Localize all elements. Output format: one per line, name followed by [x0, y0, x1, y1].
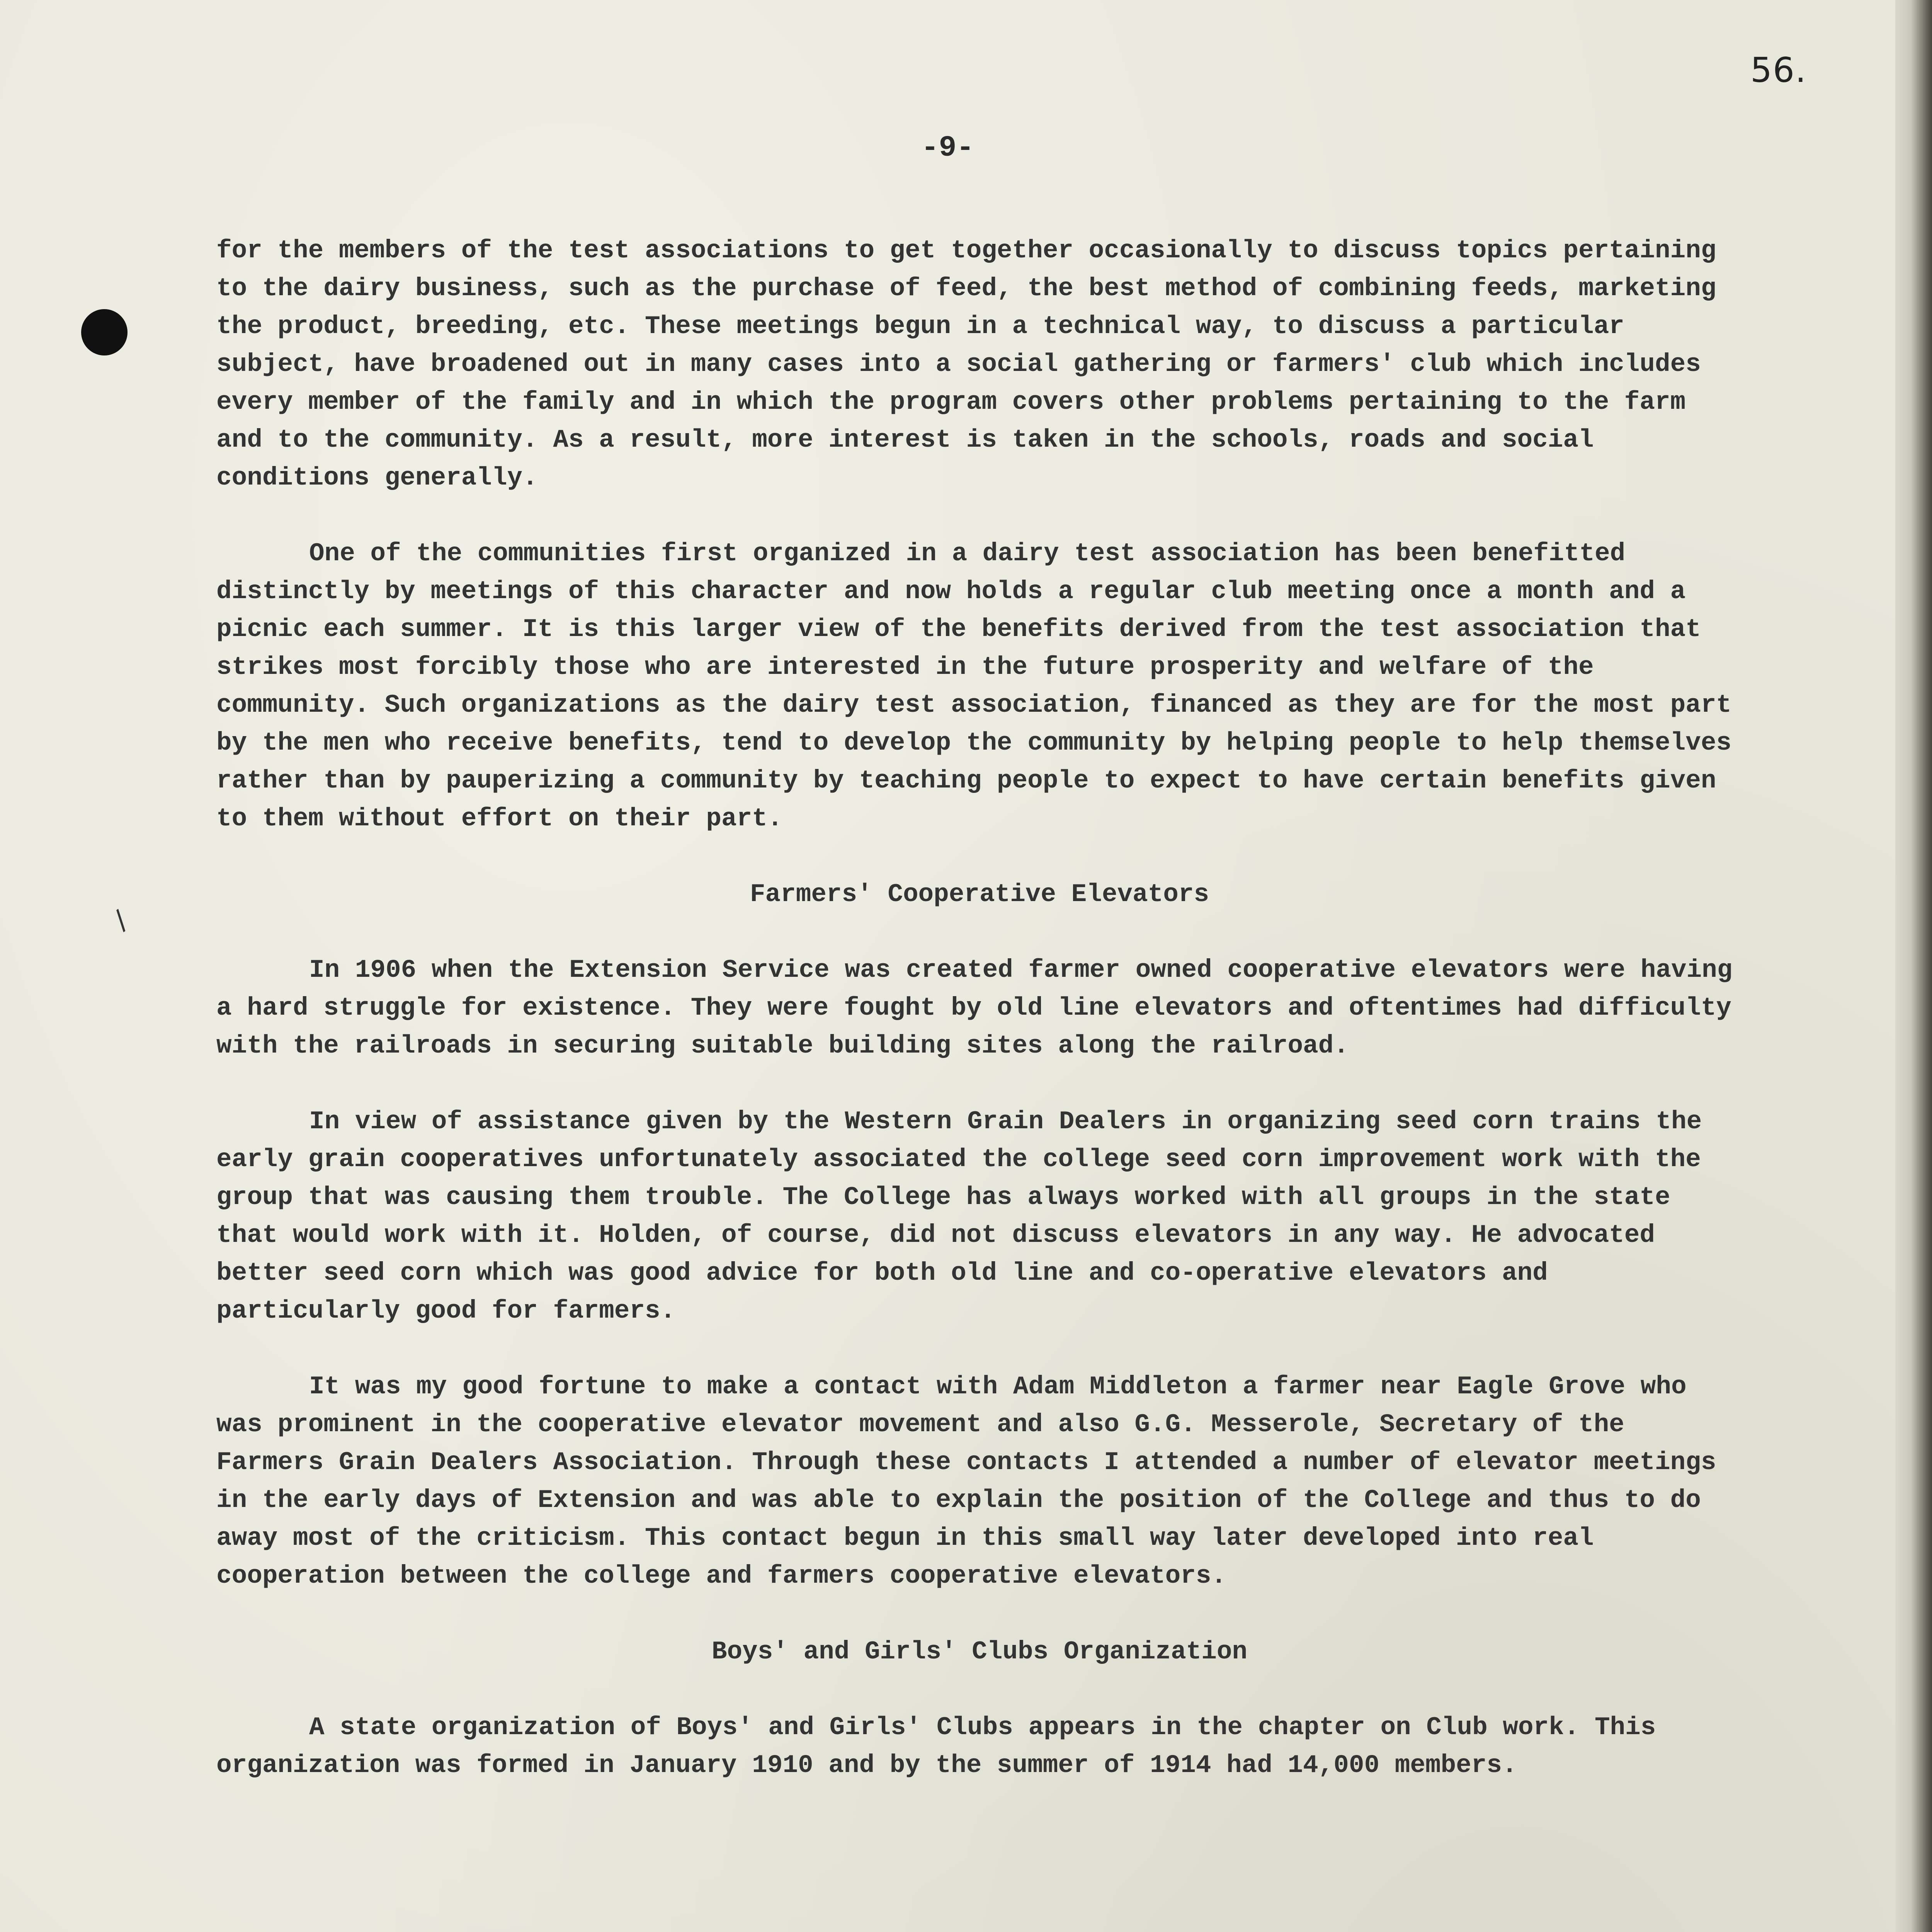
body-text — [216, 232, 1743, 1822]
paragraph: In 1906 when the Extension Service was created farmer owned cooperative elevators were having a hard struggle for existence. They were fought by old line elevators and oftentimes had difficulty with the railroads in securing suitable building sites along the railroad. — [216, 956, 1733, 1060]
paragraph: for the members of the test associations to get together occasionally to discuss topics pertaining to the dairy business, such as the purchase of feed, the best method of combining feeds, marketing the product, breeding, etc. These meetings begun in a technical way, to discuss a particular subject, have broadened out in many cases into a social gathering or farmers' club which includes every member of the family and in which the program covers other problems pertaining to the farm and to the community. As a result, more interest is taken in the schools, roads and social conditions generally. — [216, 236, 1716, 492]
folio-number: 56. — [1750, 50, 1807, 90]
page-number: -9- — [921, 131, 974, 165]
paragraph: One of the communities first organized in a dairy test association has been benefitted distinctly by meetings of this character and now holds a regular club meeting once a month and a picnic each summer. It is this larger view of the benefits derived from the test association that strikes most forcibly those who are interested in the future prosperity and welfare of the community. Such organizations as the dairy test association, financed as they are for the most part by the men who receive benefits, tend to develop the community by helping people to help themselves rather than by pauperizing a community by teaching people to expect to have certain benefits given to them without effort on their part. — [216, 539, 1732, 833]
paragraph: It was my good fortune to make a contact with Adam Middleton a farmer near Eagle Grove who was prominent in the cooperative elevator movement and also G.G. Messerole, Secretary of the Farmers Grain Dealers Association. Through these contacts I attended a number of elevator meetings in the early days of Extension and was able to explain the position of the College and thus to do away most of the criticism. This contact begun in this small way later developed into real cooperation between the college and farmers cooperative elevators. — [216, 1372, 1716, 1590]
section-heading: Boys' and Girls' Clubs Organization — [711, 1637, 1248, 1666]
paragraph: In view of assistance given by the Western Grain Dealers in organizing seed corn trains the early grain cooperatives unfortunately associated the college seed corn improvement work with the group that was causing them trouble. The College has always worked with all groups in the state that would work with it. Holden, of course, did not discuss elevators in any way. He advocated better seed corn which was good advice for both old line and co-operative elevators and particularly good for farmers. — [216, 1107, 1702, 1325]
page-edge — [1895, 0, 1932, 1932]
paragraph: A state organization of Boys' and Girls' Clubs appears in the chapter on Club work. This organization was formed in January 1910 and by the summer of 1914 had 14,000 members. — [216, 1713, 1656, 1780]
section-heading: Farmers' Cooperative Elevators — [750, 880, 1209, 909]
pencil-mark: / — [107, 904, 133, 936]
punch-hole — [81, 309, 128, 355]
